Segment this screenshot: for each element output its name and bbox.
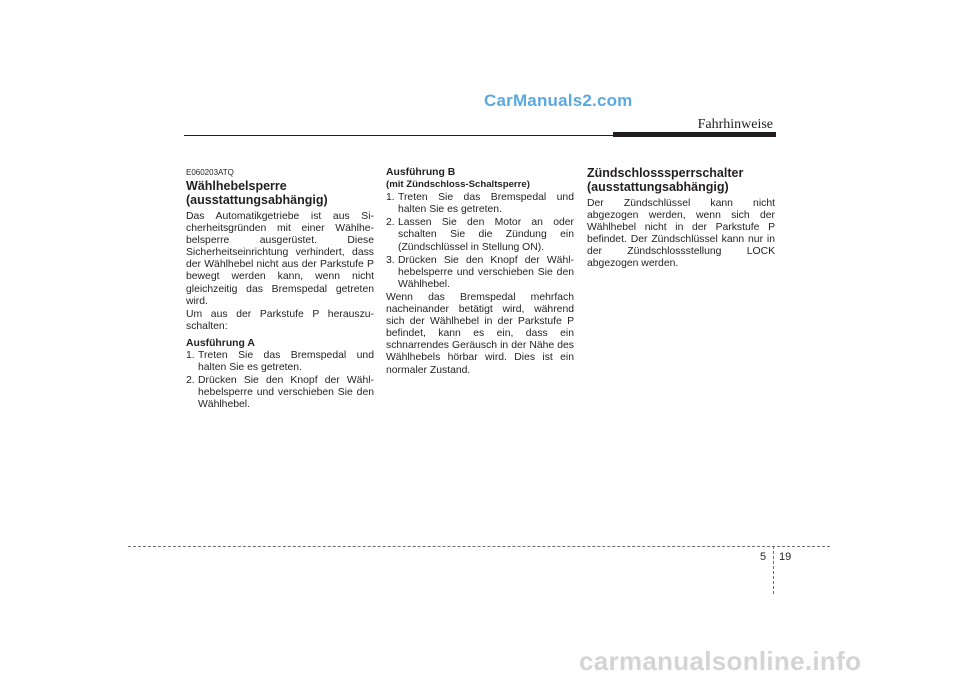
list-item xyxy=(186,350,374,374)
list-item xyxy=(386,255,574,291)
steps-version-b xyxy=(386,192,574,291)
footer-vertical-rule xyxy=(773,546,774,594)
list-item xyxy=(386,217,574,253)
heading-selector-lock xyxy=(186,180,374,207)
steps-version-a xyxy=(186,350,374,411)
footer-dashed-rule xyxy=(128,546,830,547)
heading-line-2: (ausstattungsabhängig) xyxy=(587,179,729,194)
list-text: Treten Sie das Bremspedal und halten Sie es getreten. xyxy=(398,192,574,216)
column-1 xyxy=(186,168,374,413)
column-3 xyxy=(587,167,775,272)
chapter-number: 5 xyxy=(760,551,767,563)
watermark-carmanualsonline: carmanualsonline.info xyxy=(579,646,862,676)
paragraph-noise-note: Wenn das Bremspedal mehrfach nacheinander betätigt wird, während sich der Wählhebel in der Parkstufe P befindet, kann es ein, dass ein schnarrendes Geräusch in der Nähe des Wählhebels hörbar wird. Dies ist ein normaler Zustand. xyxy=(386,291,574,376)
column-2 xyxy=(386,167,574,378)
paragraph-intro: Das Automatikgetriebe ist aus Si-cherheitsgründen mit einer Wählhe-belsperre ausgerüstet. Diese Sicherheitseinrichtung verhindert, dass der Wählhebel nicht aus der Parkstufe P bewegt werden kann, wenn nicht gleichzeitig das Bremspedal getreten wird. xyxy=(186,211,374,307)
list-number: 3. xyxy=(386,254,395,266)
heading-line-2: (ausstattungsabhängig) xyxy=(186,192,328,207)
header-rule xyxy=(184,135,613,136)
list-item xyxy=(186,375,374,411)
list-text: Lassen Sie den Motor an oder schalten Sie die Zündung ein (Zündschlüssel in Stellung ON). xyxy=(398,217,574,253)
section-code: E060203ATQ xyxy=(186,168,234,177)
header-rule-accent xyxy=(613,132,776,137)
list-number: 2. xyxy=(186,375,195,387)
list-text: Drücken Sie den Knopf der Wähl-hebelsperre und verschieben Sie den Wählhebel. xyxy=(398,254,574,290)
subheading-version-a: Ausführung A xyxy=(186,337,255,349)
subheading-version-b: Ausführung B xyxy=(386,167,456,178)
list-text: Drücken Sie den Knopf der Wähl-hebelsperre und verschieben Sie den Wählhebel. xyxy=(198,375,374,411)
heading-key-interlock xyxy=(587,167,775,194)
list-text: Treten Sie das Bremspedal und halten Sie es getreten. xyxy=(198,350,374,374)
list-number: 1. xyxy=(186,350,195,362)
list-number: 2. xyxy=(386,217,395,229)
watermark-carmanuals2: CarManuals2.com xyxy=(484,91,633,110)
paragraph-shift-out: Um aus der Parkstufe P herauszu-schalten: xyxy=(186,308,374,332)
subheading-version-b-note: (mit Zündschloss-Schaltsperre) xyxy=(386,179,530,191)
heading-line-1: Wählhebelsperre xyxy=(186,179,287,193)
paragraph-key-interlock: Der Zündschlüssel kann nicht abgezogen werden, wenn sich der Wählhebel nicht in der Parkstufe P befindet. Der Zündschlüssel kann nur in der Zündschlossstellung LOCK abgezogen werden. xyxy=(587,198,775,270)
list-item xyxy=(386,192,574,216)
heading-line-1: Zündschlosssperrschalter xyxy=(587,166,744,180)
section-title: Fahrhinweise xyxy=(697,117,773,132)
list-number: 1. xyxy=(386,192,395,204)
page-number: 19 xyxy=(779,551,792,563)
